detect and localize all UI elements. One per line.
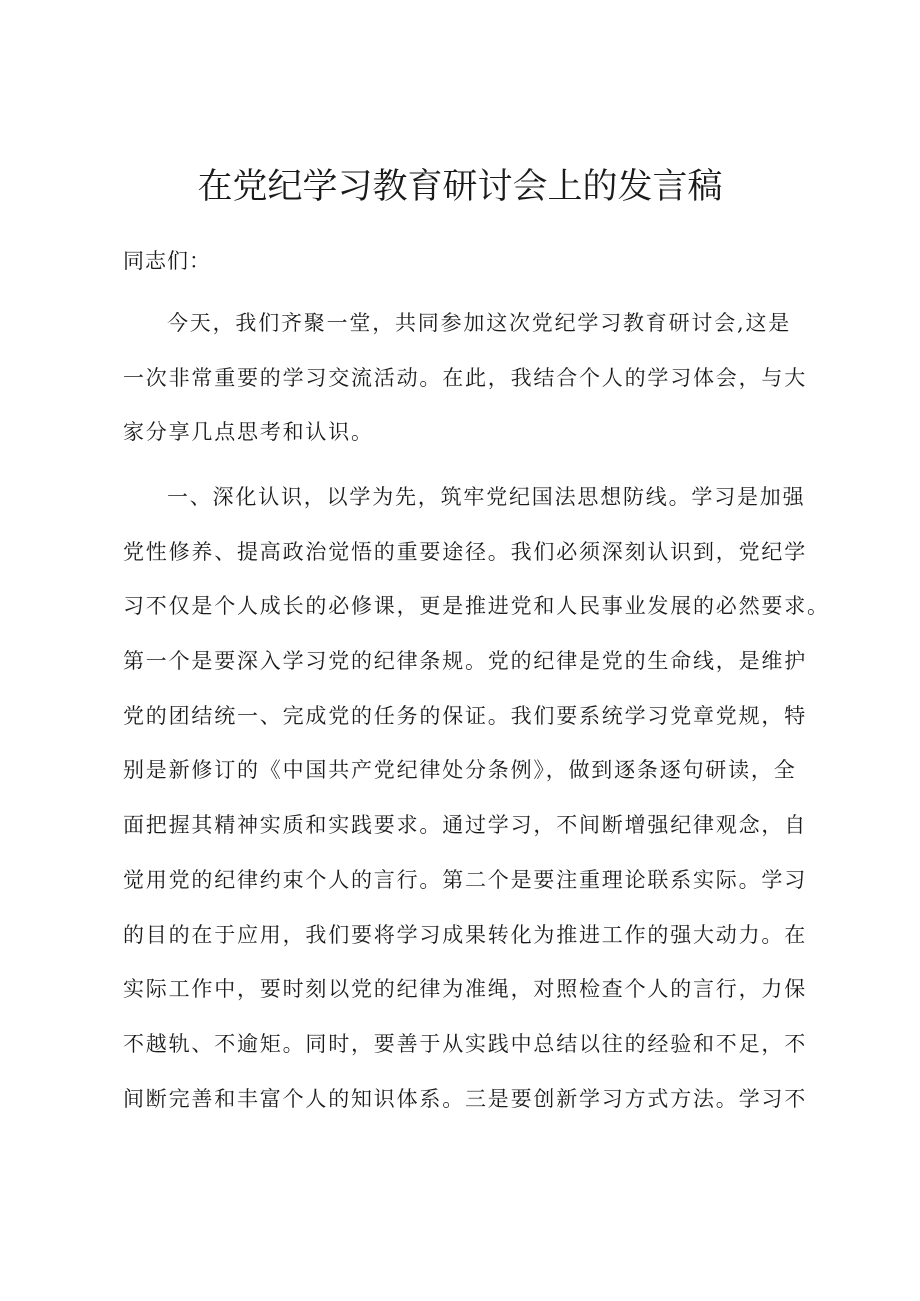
paragraph-opening: [123, 296, 818, 460]
text-line: 党的团结统一、完成党的任务的保证。我们要系统学习党章党规，特: [123, 703, 807, 728]
text-line: 第一个是要深入学习党的纪律条规。党的纪律是党的生命线，是维护: [123, 649, 807, 674]
text-line: 别是新修订的《中国共产党纪律处分条例》，做到逐条逐句研读，全: [123, 758, 797, 783]
text-line: 今天，我们齐聚一堂，共同参加这次党纪学习教育研讨会,这是: [167, 311, 792, 335]
text-line: 一次非常重要的学习交流活动。在此，我结合个人的学习体会，与大: [123, 365, 807, 390]
text-line: 党性修养、提高政治觉悟的重要途径。我们必须深刻认识到，党纪学: [123, 539, 807, 564]
text-line: 面把握其精神实质和实践要求。通过学习，不间断增强纪律观念，自: [123, 813, 807, 838]
paragraph-section-one: [123, 470, 830, 1126]
text-line: 间断完善和丰富个人的知识体系。三是要创新学习方式方法。学习不: [123, 1086, 807, 1111]
text-line: 的目的在于应用，我们要将学习成果转化为推进工作的强大动力。在: [123, 922, 807, 947]
text-line: 觉用党的纪律约束个人的言行。第二个是要注重理论联系实际。学习: [123, 867, 807, 892]
text-line: 不越轨、不逾矩。同时，要善于从实践中总结以往的经验和不足，不: [123, 1031, 807, 1056]
text-line: 家分享几点思考和认识。: [123, 420, 374, 445]
text-line: 一、深化认识，以学为先，筑牢党纪国法思想防线。学习是加强: [167, 485, 806, 509]
text-line: 习不仅是个人成长的必修课，更是推进党和人民事业发展的必然要求。: [123, 594, 830, 619]
salutation: 同志们：: [123, 249, 211, 273]
text-line: 实际工作中，要时刻以党的纪律为准绳，对照检查个人的言行，力保: [123, 977, 807, 1002]
document-title: 在党纪学习教育研讨会上的发言稿: [197, 167, 723, 207]
